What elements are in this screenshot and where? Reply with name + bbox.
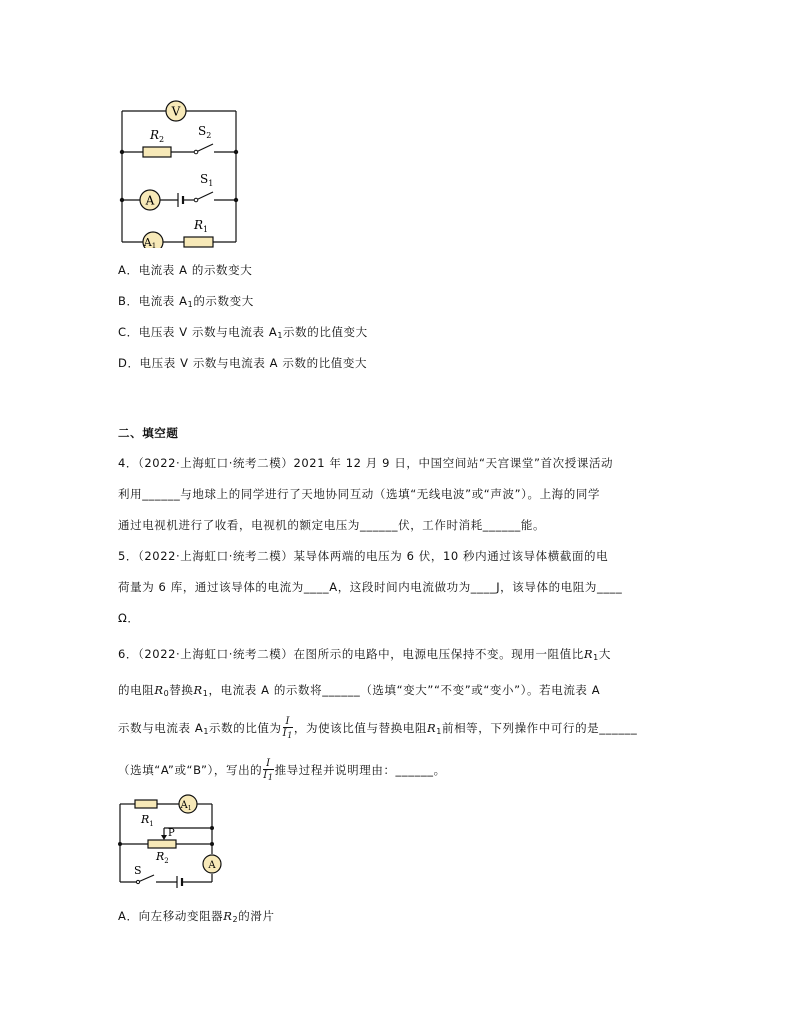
ammeter-a-label-2: A <box>208 860 216 871</box>
section-title: 二、填空题 <box>118 426 179 440</box>
q6-line-3: 示数与电流表 $A_1$示数的比值为 $\frac{I}{I_1}$ ，为使该比值与替换电阻$R_1$前相等，下列操作中可行的是______ <box>118 716 638 740</box>
ratio-fraction-2: $\frac{I}{I_1}$ <box>263 758 274 782</box>
q5-line-2: 荷量为 6 库，通过该导体的电流为____A，这段时间内电流做功为____J，该导体的电阻为____ <box>118 580 623 594</box>
option-d: D．电压表 V 示数与电流表 A 示数的比值变大 <box>118 356 368 370</box>
q4-line-2: 利用______与地球上的同学进行了天地协同互动（选填“无线电波”或“声波”）。上海的同学 <box>118 487 601 501</box>
ammeter-a1-label: A1 <box>143 236 157 248</box>
r1-label: $R_1$ <box>194 218 209 234</box>
resistor-r1 <box>184 237 213 247</box>
rheostat-r2 <box>148 840 176 848</box>
s2-label: $S_2$ <box>198 124 212 140</box>
ammeter-a-label: A <box>145 193 155 208</box>
q6-line-1: 6．（2022·上海虹口·统考二模）在图所示的电路中，电源电压保持不变。现用一阻值比$R_1$大 <box>118 647 611 662</box>
q4-line-1: 4．（2022·上海虹口·统考二模）2021 年 12 月 9 日，中国空间站“天宫课堂”首次授课活动 <box>118 456 614 470</box>
slider-p-label: P <box>168 828 175 839</box>
q6-line-2: 的电阻$R_0$替换$R_1$，电流表 A 的示数将______（选填“变大”“不变”或“变小”）。若电流表 A <box>118 683 601 698</box>
option-c: C．电压表 V 示数与电流表 $A_1$示数的比值变大 <box>118 325 368 340</box>
r1-label-2: $R_1$ <box>141 813 154 828</box>
resistor-r2 <box>143 147 171 157</box>
q4-line-3: 通过电视机进行了收看，电视机的额定电压为______伏，工作时消耗______能。 <box>118 518 546 532</box>
q5-line-3: Ω． <box>118 611 140 625</box>
q5-line-1: 5．（2022·上海虹口·统考二模）某导体两端的电压为 6 伏，10 秒内通过该导体横截面的电 <box>118 549 609 563</box>
r2-label: $R_2$ <box>150 128 165 144</box>
circuit-diagram-1 <box>110 94 250 248</box>
ammeter-a1-label-2: $A_1$ <box>180 800 192 812</box>
s1-label: $S_1$ <box>200 172 214 188</box>
switch-s-label: S <box>134 864 142 877</box>
resistor-r1-2 <box>135 800 157 808</box>
circuit-diagram-2 <box>112 794 232 890</box>
option-b: B．电流表 $A_1$的示数变大 <box>118 294 254 309</box>
q6-option-a: A．向左移动变阻器$R_2$的滑片 <box>118 909 275 924</box>
option-a: A．电流表 A 的示数变大 <box>118 263 253 277</box>
q6-line-4: （选填“A”或“B”），写出的 $\frac{I}{I_1}$ 推导过程并说明理由：______。 <box>118 758 446 782</box>
ratio-fraction: $\frac{I}{I_1}$ <box>282 716 293 740</box>
r2-label-2: $R_2$ <box>156 850 169 865</box>
voltmeter-label: V <box>171 104 181 119</box>
